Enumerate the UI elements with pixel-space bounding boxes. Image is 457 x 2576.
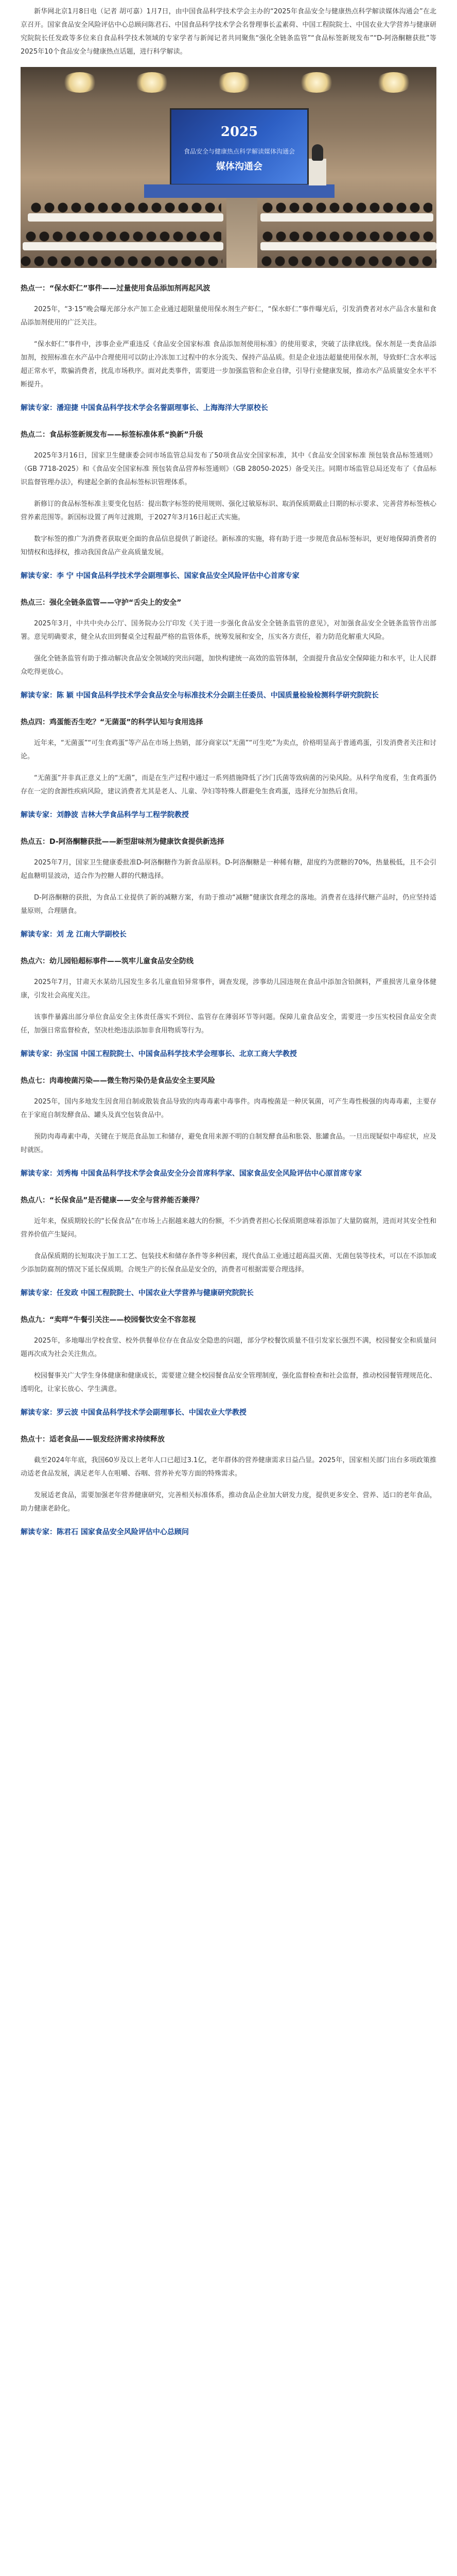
- expert-credit: 解读专家：刘 龙 江南大学副校长: [21, 930, 127, 939]
- body-paragraph: 发展适老食品，需要加强老年营养健康研究，完善相关标准体系，推动食品企业加大研发力度，提供更多安全、营养、适口的老年食品，助力健康老龄化。: [21, 1492, 436, 1513]
- hotspot-heading: 热点一：“保水虾仁”事件——过量使用食品添加剂再起风波: [21, 284, 210, 293]
- body-paragraph: 校园餐事关广大学生身体健康和健康成长，需要建立健全校园餐食品安全管理制度，强化监督检查和社会监督，推动校园餐管理规范化、透明化，让家长放心、学生满意。: [21, 1372, 436, 1393]
- body-paragraph: 2025年7月，国家卫生健康委批准D-阿洛酮糖作为新食品原料。D-阿洛酮糖是一种稀有糖，甜度约为蔗糖的70%，热量极低，且不会引起血糖明显波动，适合作为控糖人群的代糖选择。: [21, 859, 436, 880]
- body-paragraph: 强化全链条监管有助于推动解决食品安全领域的突出问题，加快构建统一高效的监管体制，全面提升食品安全保障能力和水平，让人民群众吃得更放心。: [21, 655, 436, 676]
- expert-credit: 解读专家：孙宝国 中国工程院院士、中国食品科学技术学会理事长、北京工商大学教授: [21, 1050, 297, 1058]
- body-paragraph: “保水虾仁”事件中，涉事企业严重违反《食品安全国家标准 食品添加剂使用标准》的使用要求，突破了法律底线。保水剂是一类食品添加剂，按照标准在水产品中合理使用可以防止冷冻加工过程中的水分流失、保持产品品质。但是企业违法超量使用保水剂，导致虾仁含水率远超正常水平，欺骗消费者，扰乱市场秩序。面对此类事件，需要进一步加强监管和企业自律，引导行业健康发展，推动水产品质量安全水平不断提升。: [21, 341, 436, 388]
- audience-row: [26, 231, 221, 242]
- article: [0, 5, 457, 2576]
- body-paragraph: 截至2024年年底，我国60岁及以上老年人口已超过3.1亿，老年群体的营养健康需求日益凸显。2025年，国家相关部门出台多项政策推动适老食品发展，满足老年人在咀嚼、吞咽、营养补充等方面的特殊需求。: [21, 1456, 436, 1478]
- expert-credit: 解读专家：任发政 中国工程院院士、中国农业大学营养与健康研究院院长: [21, 1289, 254, 1297]
- audience-table: [23, 242, 223, 250]
- photo-chandelier: [134, 72, 170, 93]
- hotspot-heading: 热点四：鸡蛋能否生吃？“无菌蛋”的科学认知与食用选择: [21, 718, 203, 726]
- audience-table: [28, 213, 223, 222]
- hotspot-heading: 热点六：幼儿园铅超标事件——筑牢儿童食品安全防线: [21, 957, 194, 965]
- expert-credit: 解读专家：罗云波 中国食品科学技术学会副理事长、中国农业大学教授: [21, 1409, 247, 1417]
- photo-chandelier: [216, 72, 252, 93]
- expert-credit: 解读专家：潘迎捷 中国食品科学技术学会名誉副理事长、上海海洋大学原校长: [21, 404, 268, 412]
- body-paragraph: 新修订的食品标签标准主要变化包括：提出数字标签的使用规则、强化过敏原标识、取消保质期截止日期的标示要求、完善营养标签核心营养素范围等。新国标设置了两年过渡期，于2027年3月16日起正式实施。: [21, 500, 436, 521]
- photo-speaker: [312, 144, 323, 161]
- hotspot-heading: 热点八：“长保食品”是否健康——安全与营养能否兼得？: [21, 1196, 203, 1205]
- lead-paragraph: 新华网北京1月8日电（记者 胡可嘉）1月7日，由中国食品科学技术学会主办的“2025年食品安全与健康热点科学解读媒体沟通会”在北京召开。国家食品安全风险评估中心总顾问陈君石、中国食品科学技术学会名誉理事长孟素荷、中国工程院院士、中国农业大学营养与健康研究院院长任发政等多位来自食品科学技术领域的专家学者与新闻记者共同聚焦“强化全链条监管”“食品标签新规发布”“D-阿洛酮糖获批”等2025年10个食品安全与健康热点话题，进行科学解读。: [21, 8, 436, 56]
- body-paragraph: 数字标签的推广为消费者获取更全面的食品信息提供了新途径。新标准的实施，将有助于进一步规范食品标签标识，更好地保障消费者的知情权和选择权，推动我国食品产业高质量发展。: [21, 535, 436, 556]
- audience-row: [21, 256, 222, 267]
- body-paragraph: 近年来，“无菌蛋”“可生食鸡蛋”等产品在市场上热销，部分商家以“无菌”“可生吃”为卖点，价格明显高于普通鸡蛋，引发消费者关注和讨论。: [21, 739, 436, 760]
- body-paragraph: D-阿洛酮糖的获批，为食品工业提供了新的减糖方案，有助于推动“减糖”健康饮食理念的落地。消费者在选择代糖产品时，仍应坚持适量原则，合理膳食。: [21, 894, 436, 915]
- expert-credit: 解读专家：刘秀梅 中国食品科学技术学会食品安全分会首席科学家、国家食品安全风险评估中心原首席专家: [21, 1170, 362, 1178]
- audience-row: [261, 256, 436, 267]
- expert-credit: 解读专家：李 宁 中国食品科学技术学会副理事长、国家食品安全风险评估中心首席专家: [21, 572, 300, 580]
- audience-row: [262, 231, 434, 242]
- expert-credit: 解读专家：刘静波 吉林大学食品科学与工程学院教授: [21, 811, 189, 819]
- hotspot-heading: 热点九：“卖咩”牛餐引关注——校园餐饮安全不容忽视: [21, 1316, 196, 1324]
- body-paragraph: 2025年，“3·15”晚会曝光部分水产加工企业通过超限量使用保水剂生产虾仁，“保水虾仁”事件曝光后，引发消费者对水产品含水量和食品添加剂使用的广泛关注。: [21, 306, 436, 327]
- hotspot-heading: 热点二：食品标签新规发布——标签标准体系“换新”升级: [21, 431, 203, 439]
- hotspot-heading: 热点十：适老食品——银发经济需求持续释放: [21, 1435, 165, 1444]
- body-paragraph: “无菌蛋”并非真正意义上的“无菌”，而是在生产过程中通过一系列措施降低了沙门氏菌等致病菌的污染风险。从科学角度看，生食鸡蛋仍存在一定的食源性疾病风险，建议消费者尤其是老人、儿童、孕妇等特殊人群避免生食鸡蛋，选择充分加热后食用。: [21, 774, 436, 795]
- photo-aisle: [226, 198, 257, 268]
- photo-stage: [144, 184, 335, 198]
- body-paragraph: 该事件暴露出部分单位食品安全主体责任落实不到位、监管存在薄弱环节等问题。保障儿童食品安全，需要进一步压实校园食品安全责任，加强日常监督检查，坚决杜绝违法添加非食用物质等行为。: [21, 1013, 436, 1035]
- expert-credit: 解读专家：陈 颖 中国食品科学技术学会食品安全与标准技术分会副主任委员、中国质量检验检测科学研究院院长: [21, 691, 379, 700]
- body-paragraph: 2025年，国内多地发生因食用自制或散装食品导致的肉毒毒素中毒事件。肉毒梭菌是一种厌氧菌，可产生毒性极强的肉毒毒素，主要存在于家庭自制发酵食品、罐头及真空包装食品中。: [21, 1098, 436, 1119]
- stage-screen: [170, 108, 309, 185]
- audience-row: [31, 202, 221, 213]
- hotspot-sections: [21, 282, 436, 1538]
- photo-chandelier: [376, 72, 412, 93]
- screen-subtitle: 食品安全与健康热点科学解读媒体沟通会: [183, 148, 295, 155]
- body-paragraph: 近年来，保质期较长的“长保食品”在市场上占据越来越大的份额，不少消费者担心长保质期意味着添加了大量防腐剂，进而对其安全性和营养价值产生疑问。: [21, 1217, 436, 1239]
- audience-table: [260, 242, 436, 250]
- body-paragraph: 2025年3月16日，国家卫生健康委会同市场监管总局发布了50项食品安全国家标准，其中《食品安全国家标准 预包装食品标签通则》（GB 7718-2025）和《食品安全国家标准 预包装食品营养标签通则》（GB 28050-2025）备受关注。同期市场监管总局还发布了《食品标识监督管理办法》，构建起全新的食品标签标识管理体系。: [21, 452, 436, 486]
- body-paragraph: 食品保质期的长短取决于加工工艺、包装技术和储存条件等多种因素，现代食品工业通过超高温灭菌、无菌包装等技术，可以在不添加或少添加防腐剂的情况下延长保质期。合规生产的长保食品是安全的，消费者可根据需要合理选择。: [21, 1252, 436, 1274]
- body-paragraph: 2025年3月，中共中央办公厅、国务院办公厅印发《关于进一步强化食品安全全链条监管的意见》，对加强食品安全全链条监管作出部署。意见明确要求，健全从农田到餐桌全过程最严格的监管体系，统筹发展和安全，压实各方责任，着力防范化解重大风险。: [21, 620, 436, 641]
- body-paragraph: 2025年，多地曝出学校食堂、校外供餐单位存在食品安全隐患的问题，部分学校餐饮质量不佳引发家长强烈不满，校园餐安全和质量问题再次成为社会关注焦点。: [21, 1337, 436, 1358]
- body-paragraph: 2025年7月，甘肃天水某幼儿园发生多名儿童血铅异常事件，调查发现，涉事幼儿园违规在食品中添加含铅颜料，严重损害儿童身体健康，引发社会高度关注。: [21, 978, 436, 999]
- conference-photo: [21, 67, 436, 268]
- expert-credit: 解读专家：陈君石 国家食品安全风险评估中心总顾问: [21, 1528, 189, 1536]
- hotspot-heading: 热点三：强化全链条监管——守护“舌尖上的安全”: [21, 599, 182, 607]
- body-paragraph: 预防肉毒毒素中毒，关键在于规范食品加工和储存，避免食用来源不明的自制发酵食品和胀袋、胀罐食品。一旦出现疑似中毒症状，应及时就医。: [21, 1133, 436, 1154]
- screen-title: 媒体沟通会: [216, 161, 262, 172]
- photo-chandelier: [298, 72, 335, 93]
- hotspot-heading: 热点七：肉毒梭菌污染——微生物污染仍是食品安全主要风险: [21, 1077, 215, 1085]
- photo-podium: [309, 159, 326, 185]
- hotspot-heading: 热点五：D-阿洛酮糖获批——新型甜味剂为健康饮食提供新选择: [21, 838, 224, 846]
- audience-table: [260, 213, 433, 222]
- screen-year: 2025: [220, 124, 258, 140]
- audience-row: [262, 202, 432, 213]
- photo-chandelier: [62, 72, 98, 93]
